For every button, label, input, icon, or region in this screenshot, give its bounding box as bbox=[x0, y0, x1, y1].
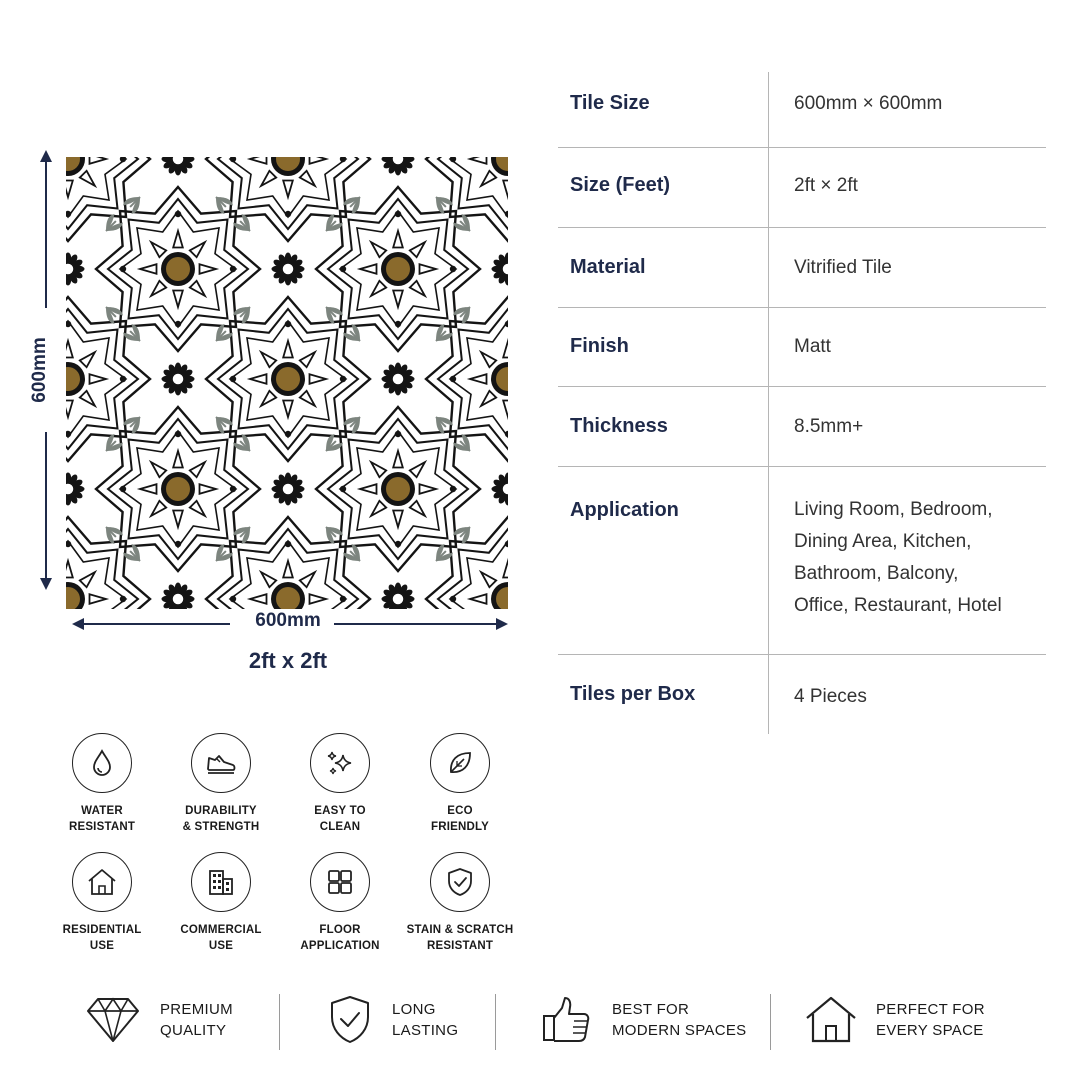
tile-dot bbox=[285, 431, 291, 437]
highlight-premium-quality bbox=[84, 990, 233, 1050]
building-icon bbox=[191, 852, 251, 912]
tile-dot bbox=[285, 211, 291, 217]
spec-row-application bbox=[558, 467, 1046, 655]
water-drop-icon bbox=[72, 733, 132, 793]
spec-row-material bbox=[558, 228, 1046, 308]
tile-dot bbox=[395, 541, 401, 547]
spec-row-thickness bbox=[558, 387, 1046, 467]
feature-label: ECO FRIENDLY bbox=[430, 805, 490, 833]
tile-dot bbox=[230, 266, 236, 272]
tile-dot bbox=[340, 266, 346, 272]
highlight-label: BEST FOR MODERN SPACES bbox=[612, 1001, 747, 1039]
spec-label: Thickness bbox=[570, 415, 668, 437]
feature-eco-friendly bbox=[400, 733, 520, 835]
spec-label: Finish bbox=[570, 335, 629, 357]
spec-value: Vitrified Tile bbox=[794, 257, 892, 278]
diamond-icon bbox=[84, 994, 142, 1046]
tile-dot bbox=[340, 376, 346, 382]
house-icon bbox=[72, 852, 132, 912]
highlight-divider bbox=[495, 994, 496, 1050]
spec-label: Material bbox=[570, 256, 646, 278]
tile-dot bbox=[175, 431, 181, 437]
feature-label: STAIN & SCRATCH RESISTANT bbox=[406, 924, 514, 952]
tile-dot bbox=[230, 486, 236, 492]
spec-value: 8.5mm+ bbox=[794, 416, 864, 437]
highlight-modern-spaces bbox=[540, 990, 746, 1050]
height-dimension-label: 600mm bbox=[29, 337, 50, 403]
spec-row-tiles-per-box bbox=[558, 655, 1046, 734]
shield-check-icon bbox=[326, 994, 374, 1046]
floor-grid-icon bbox=[310, 852, 370, 912]
spec-value: 2ft × 2ft bbox=[794, 175, 858, 196]
tile-dot bbox=[285, 321, 291, 327]
feature-residential-use bbox=[42, 852, 162, 954]
spec-row-finish bbox=[558, 308, 1046, 387]
highlight-divider bbox=[770, 994, 771, 1050]
spec-value-line: Bathroom, Balcony, bbox=[794, 563, 959, 584]
tile-dot bbox=[230, 596, 236, 602]
spec-value-line: Dining Area, Kitchen, bbox=[794, 531, 972, 552]
tile-dot bbox=[450, 376, 456, 382]
tile-dot bbox=[230, 376, 236, 382]
highlight-label: PERFECT FOR EVERY SPACE bbox=[876, 1001, 985, 1039]
tile-dot bbox=[285, 541, 291, 547]
shield-check-icon bbox=[430, 852, 490, 912]
width-dimension-label: 600mm bbox=[255, 610, 321, 631]
feature-label: FLOOR APPLICATION bbox=[300, 924, 380, 952]
tile-dot bbox=[175, 541, 181, 547]
spec-value: 600mm × 600mm bbox=[794, 93, 943, 114]
highlight-long-lasting bbox=[326, 990, 458, 1050]
size-caption: 2ft x 2ft bbox=[248, 648, 328, 673]
spec-value: Matt bbox=[794, 336, 831, 357]
spec-value: 4 Pieces bbox=[794, 686, 867, 707]
feature-label: COMMERCIAL USE bbox=[180, 924, 262, 952]
spec-value-line: Office, Restaurant, Hotel bbox=[794, 595, 1002, 616]
tile-dot bbox=[395, 211, 401, 217]
feature-stain-scratch-resistant bbox=[400, 852, 520, 954]
tile-pattern-image bbox=[66, 157, 508, 609]
house-icon bbox=[804, 994, 858, 1046]
tile-dot bbox=[120, 596, 126, 602]
feature-label: RESIDENTIAL USE bbox=[62, 924, 142, 952]
tile-dot bbox=[120, 266, 126, 272]
spec-label: Application bbox=[570, 499, 679, 521]
tile-dot bbox=[340, 486, 346, 492]
tile-dot bbox=[450, 596, 456, 602]
highlight-label: PREMIUM QUALITY bbox=[160, 1001, 233, 1039]
spec-value bbox=[794, 494, 1002, 622]
spec-row-size-feet bbox=[558, 148, 1046, 228]
tile-dot bbox=[450, 266, 456, 272]
feature-easy-to-clean bbox=[280, 733, 400, 835]
tile-dot bbox=[395, 431, 401, 437]
tile-dot bbox=[120, 376, 126, 382]
highlight-every-space bbox=[804, 990, 985, 1050]
feature-durability bbox=[161, 733, 281, 835]
tile-dot bbox=[120, 486, 126, 492]
sparkle-icon bbox=[310, 733, 370, 793]
feature-label: EASY TO CLEAN bbox=[314, 805, 366, 833]
highlight-divider bbox=[279, 994, 280, 1050]
leaf-icon bbox=[430, 733, 490, 793]
spec-label: Tile Size bbox=[570, 92, 650, 114]
spec-table bbox=[558, 72, 1046, 734]
shoe-icon bbox=[191, 733, 251, 793]
spec-label: Tiles per Box bbox=[570, 683, 696, 705]
feature-floor-application bbox=[280, 852, 400, 954]
feature-label: DURABILITY & STRENGTH bbox=[182, 805, 260, 833]
feature-label: WATER RESISTANT bbox=[68, 805, 136, 833]
tile-dot bbox=[340, 596, 346, 602]
feature-commercial-use bbox=[161, 852, 281, 954]
feature-water-resistant bbox=[42, 733, 162, 835]
highlight-label: LONG LASTING bbox=[392, 1001, 459, 1039]
tile-dot bbox=[175, 211, 181, 217]
tile-dot bbox=[175, 321, 181, 327]
thumbs-up-icon bbox=[540, 994, 594, 1046]
spec-value-line: Living Room, Bedroom, bbox=[794, 499, 993, 520]
spec-row-tile-size bbox=[558, 72, 1046, 148]
tile-dot bbox=[395, 321, 401, 327]
tile-pattern-svg bbox=[66, 157, 508, 609]
spec-label: Size (Feet) bbox=[570, 174, 671, 196]
tile-dot bbox=[450, 486, 456, 492]
